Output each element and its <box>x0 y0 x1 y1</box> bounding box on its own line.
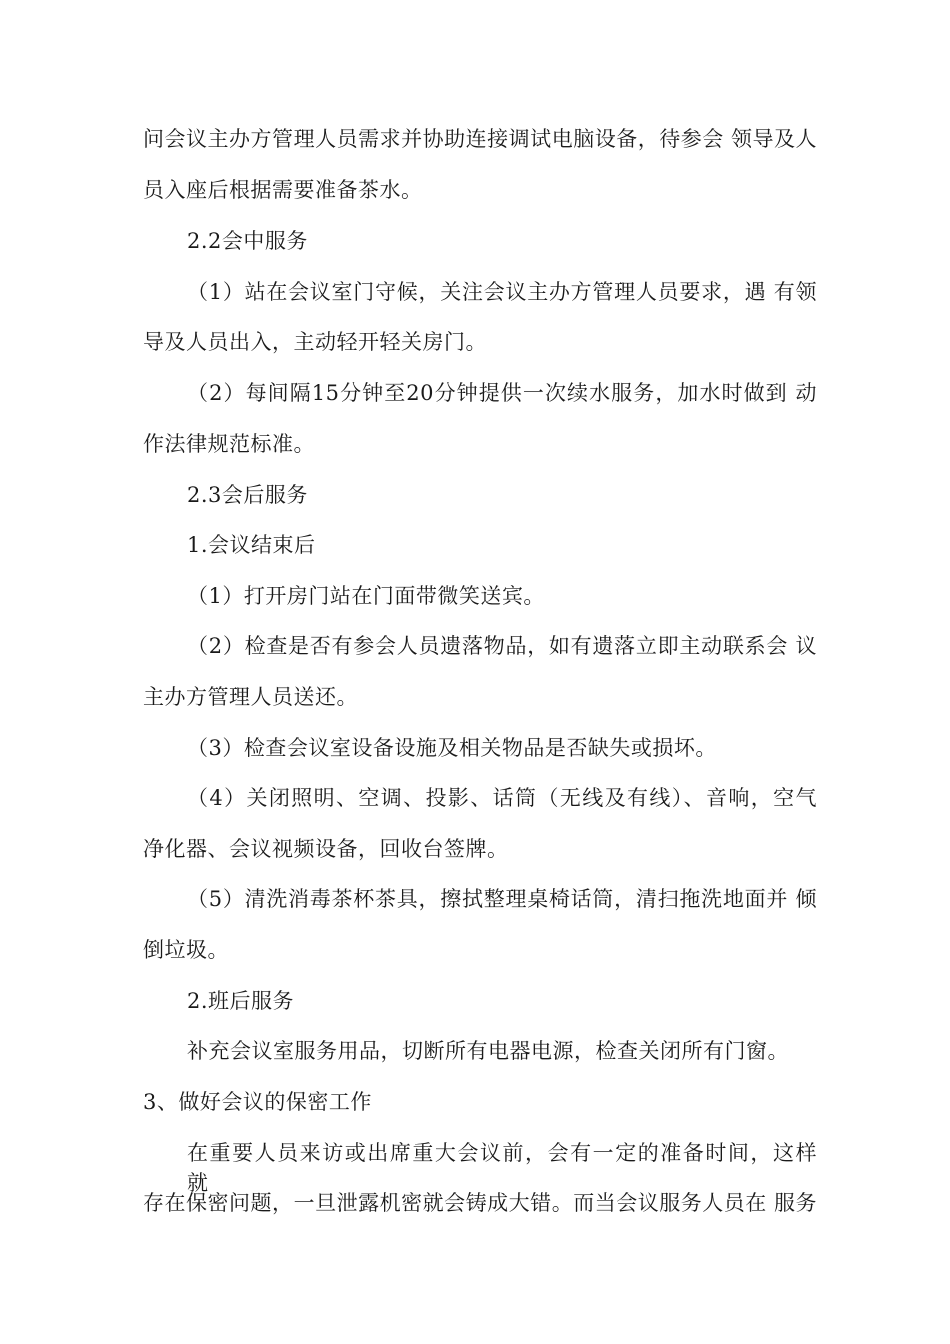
body-text-line: 员入座后根据需要准备茶水。 <box>143 178 423 202</box>
body-text-line: （4）关闭照明、空调、投影、话筒（无线及有线）、音响，空气 <box>187 786 817 810</box>
body-text-line: 导及人员出入，主动轻开轻关房门。 <box>143 330 487 354</box>
body-text-line: 作法律规范标准。 <box>143 432 315 456</box>
section-heading: 2.2会中服务 <box>187 229 308 253</box>
body-text-line: （2）检查是否有参会人员遗落物品，如有遗落立即主动联系会 议 <box>187 634 817 658</box>
body-text-line: 主办方管理人员送还。 <box>143 685 358 709</box>
body-text-line: 净化器、会议视频设备，回收台签牌。 <box>143 837 509 861</box>
body-text-line: 在重要人员来访或出席重大会议前，会有一定的准备时间，这样 就 <box>187 1141 817 1195</box>
subsection-heading: 2.班后服务 <box>187 989 295 1013</box>
subsection-heading: 1.会议结束后 <box>187 533 316 557</box>
body-text-line: 倒垃圾。 <box>143 938 229 962</box>
body-text-line: 存在保密问题，一旦泄露机密就会铸成大错。而当会议服务人员在 服务 <box>143 1191 817 1215</box>
body-text-line: （1）站在会议室门守候，关注会议主办方管理人员要求，遇 有领 <box>187 280 817 304</box>
body-text-line: （5）清洗消毒茶杯茶具，擦拭整理桌椅话筒，清扫拖洗地面并 倾 <box>187 887 817 911</box>
body-text-line: （2）每间隔15分钟至20分钟提供一次续水服务，加水时做到 动 <box>187 381 817 405</box>
body-text-line: （1）打开房门站在门面带微笑送宾。 <box>187 584 545 608</box>
body-text-line: （3）检查会议室设备设施及相关物品是否缺失或损坏。 <box>187 736 717 760</box>
body-text-line: 补充会议室服务用品，切断所有电器电源，检查关闭所有门窗。 <box>187 1039 789 1063</box>
body-text-line: 问会议主办方管理人员需求并协助连接调试电脑设备，待参会 领导及人 <box>143 127 817 151</box>
section-heading: 2.3会后服务 <box>187 483 308 507</box>
section-heading: 3、做好会议的保密工作 <box>143 1090 372 1114</box>
